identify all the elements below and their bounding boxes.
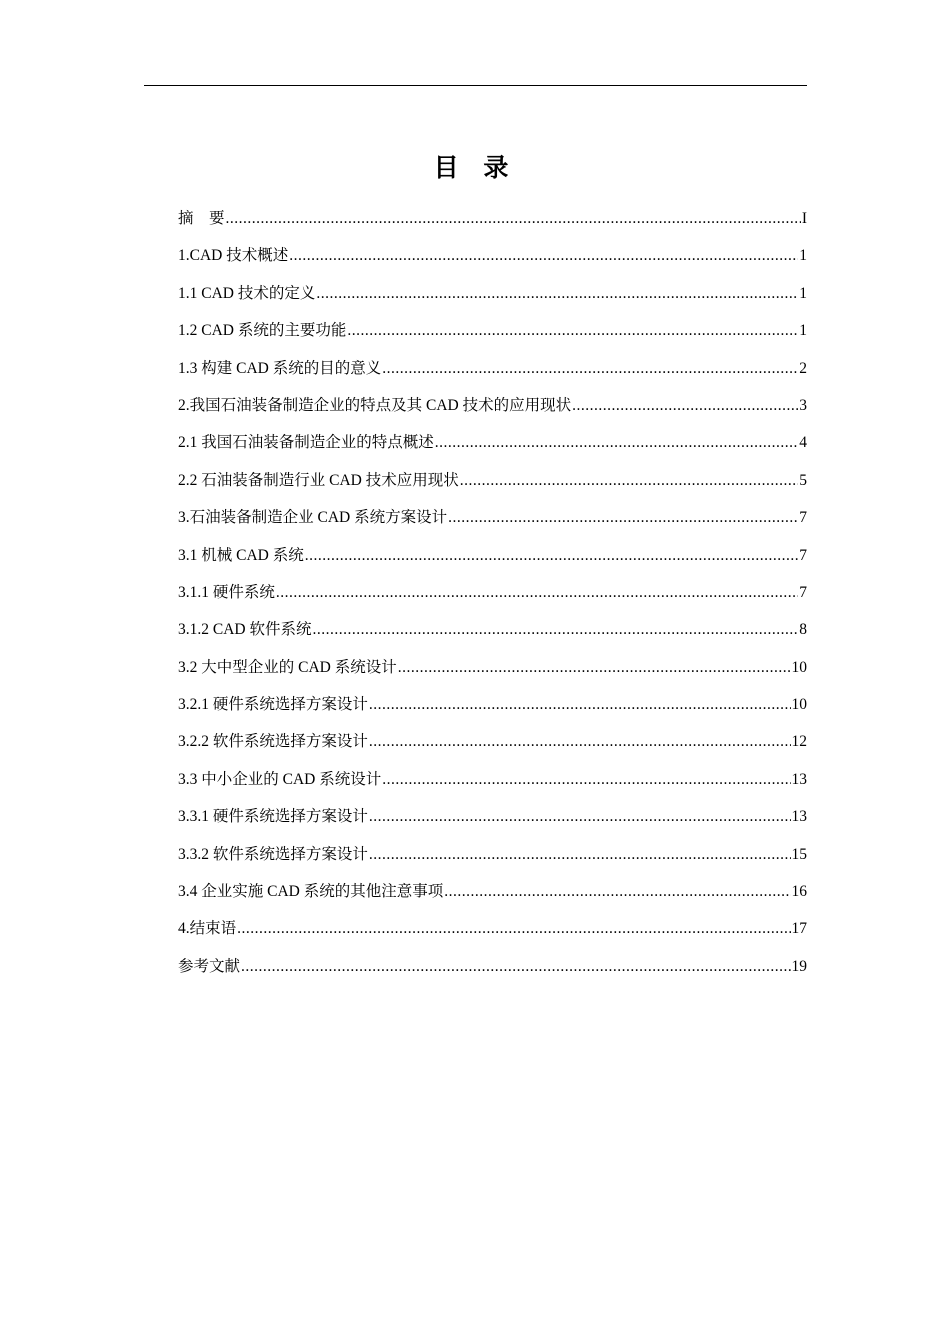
toc-entry-page-number: 2 <box>799 359 807 377</box>
toc-entry-page-number: I <box>801 210 807 227</box>
toc-entry[interactable] <box>178 574 807 611</box>
toc-entry[interactable] <box>178 312 807 349</box>
toc-entry-page-number: 13 <box>791 808 807 826</box>
toc-dot-leader <box>369 723 791 760</box>
toc-entry-page-number: 16 <box>791 883 807 901</box>
toc-entry-label: 3.1.1 硬件系统 <box>178 583 275 601</box>
toc-entry-label: 3.4 企业实施 CAD 系统的其他注意事项 <box>178 883 444 901</box>
toc-entry-page-number: 10 <box>791 696 807 714</box>
toc-dot-leader <box>312 611 798 648</box>
toc-dot-leader <box>460 462 799 499</box>
toc-entry-label: 3.1.2 CAD 软件系统 <box>178 621 312 639</box>
toc-entry[interactable] <box>178 873 807 910</box>
toc-dot-leader <box>382 350 798 387</box>
toc-entry-label: 1.1 CAD 技术的定义 <box>178 284 316 302</box>
toc-entry[interactable] <box>178 424 807 461</box>
toc-entry-label: 1.2 CAD 系统的主要功能 <box>178 322 347 340</box>
toc-entry-page-number: 15 <box>791 845 807 863</box>
toc-entry[interactable] <box>178 611 807 648</box>
toc-dot-leader <box>276 574 798 611</box>
toc-entry-label: 3.3.2 软件系统选择方案设计 <box>178 845 368 863</box>
toc-dot-leader <box>448 499 798 536</box>
toc-dot-leader <box>347 312 798 349</box>
toc-entry-page-number: 19 <box>791 957 807 975</box>
toc-entry[interactable] <box>178 200 807 237</box>
toc-entry-label: 3.2.1 硬件系统选择方案设计 <box>178 696 368 714</box>
toc-entry-label: 参考文献 <box>178 957 241 975</box>
toc-entry-page-number: 17 <box>791 920 807 938</box>
toc-entry-page-number: 8 <box>799 621 807 639</box>
header-rule <box>144 85 807 86</box>
toc-entry-label: 2.我国石油装备制造企业的特点及其 CAD 技术的应用现状 <box>178 396 572 414</box>
toc-dot-leader <box>369 836 791 873</box>
toc-entry-page-number: 1 <box>799 322 807 340</box>
toc-entry-page-number: 7 <box>799 546 807 564</box>
toc-entry[interactable] <box>178 387 807 424</box>
toc-entry-page-number: 1 <box>799 284 807 302</box>
toc-dot-leader <box>382 761 790 798</box>
toc-entry-label: 3.2 大中型企业的 CAD 系统设计 <box>178 658 397 676</box>
toc-entry[interactable] <box>178 723 807 760</box>
toc-entry-label: 1.3 构建 CAD 系统的目的意义 <box>178 359 382 377</box>
toc-entry[interactable] <box>178 686 807 723</box>
toc-dot-leader <box>237 910 790 947</box>
toc-entry-label: 3.1 机械 CAD 系统 <box>178 546 304 564</box>
page-title: 目 录 <box>433 153 517 182</box>
toc-dot-leader <box>369 686 791 723</box>
toc-dot-leader <box>305 537 799 574</box>
toc-dot-leader <box>572 387 798 424</box>
toc-entry[interactable] <box>178 798 807 835</box>
toc-entry[interactable] <box>178 761 807 798</box>
toc-entry-page-number: 7 <box>799 509 807 527</box>
toc-entry-page-number: 12 <box>791 733 807 751</box>
toc-entry-label: 3.3.1 硬件系统选择方案设计 <box>178 808 368 826</box>
toc-entry[interactable] <box>178 836 807 873</box>
toc-entry[interactable] <box>178 537 807 574</box>
toc-list <box>178 200 807 985</box>
toc-entry[interactable] <box>178 237 807 274</box>
toc-dot-leader <box>241 948 790 985</box>
toc-entry-page-number: 4 <box>799 434 807 452</box>
toc-entry-label: 摘 要 <box>178 210 225 227</box>
toc-entry-label: 4.结束语 <box>178 920 237 938</box>
toc-entry[interactable] <box>178 649 807 686</box>
toc-entry-label: 2.1 我国石油装备制造企业的特点概述 <box>178 434 434 452</box>
toc-dot-leader <box>398 649 791 686</box>
toc-dot-leader <box>289 237 798 274</box>
toc-entry-label: 3.3 中小企业的 CAD 系统设计 <box>178 770 382 788</box>
toc-entry[interactable] <box>178 499 807 536</box>
toc-entry-label: 3.2.2 软件系统选择方案设计 <box>178 733 368 751</box>
toc-entry-label: 2.2 石油装备制造行业 CAD 技术应用现状 <box>178 471 459 489</box>
toc-entry[interactable] <box>178 275 807 312</box>
toc-entry-page-number: 1 <box>799 247 807 265</box>
toc-entry-label: 1.CAD 技术概述 <box>178 247 289 265</box>
toc-entry[interactable] <box>178 350 807 387</box>
toc-entry-page-number: 5 <box>799 471 807 489</box>
toc-entry-page-number: 7 <box>799 583 807 601</box>
toc-entry[interactable] <box>178 462 807 499</box>
toc-entry-page-number: 10 <box>791 658 807 676</box>
toc-entry[interactable] <box>178 910 807 947</box>
toc-dot-leader <box>444 873 790 910</box>
toc-entry-label: 3.石油装备制造企业 CAD 系统方案设计 <box>178 509 448 527</box>
toc-entry-page-number: 13 <box>791 770 807 788</box>
toc-dot-leader <box>369 798 791 835</box>
toc-dot-leader <box>435 424 798 461</box>
toc-dot-leader <box>316 275 798 312</box>
toc-dot-leader <box>226 200 801 237</box>
toc-entry[interactable] <box>178 948 807 985</box>
toc-entry-page-number: 3 <box>799 396 807 414</box>
